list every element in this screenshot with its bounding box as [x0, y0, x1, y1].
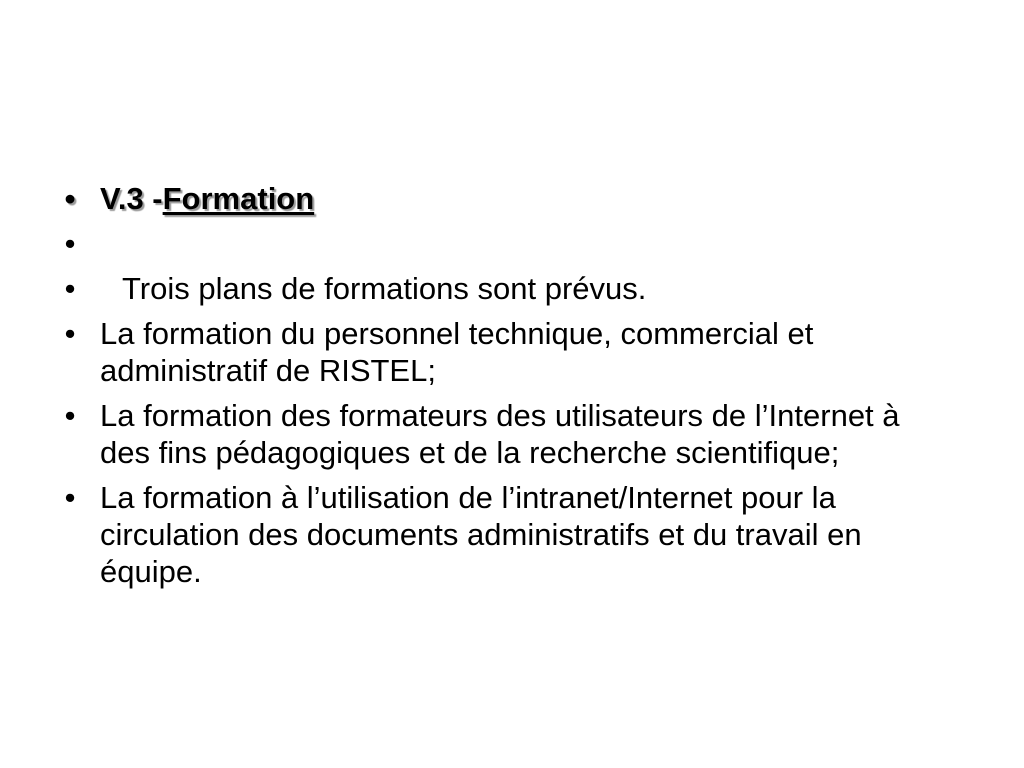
section-heading-prefix: V.3 -	[100, 181, 163, 216]
bullet-text: Trois plans de formations sont prévus.	[122, 271, 647, 306]
bullet-text: La formation à l’utilisation de l’intranet/Internet pour la circulation des documents administratifs et du travail en équipe.	[100, 480, 862, 589]
bullet-item-empty	[58, 225, 958, 262]
bullet-marker: •	[64, 181, 76, 216]
bullet-list	[58, 180, 958, 598]
bullet-item-intranet-training	[58, 479, 958, 590]
bullet-text: La formation du personnel technique, commercial et administratif de RISTEL;	[100, 316, 814, 388]
bullet-item-intro	[58, 270, 958, 307]
section-heading	[58, 180, 958, 217]
bullet-text: La formation des formateurs des utilisateurs de l’Internet à des fins pédagogiques et de la recherche scientifique;	[100, 398, 900, 470]
bullet-marker: •	[64, 226, 76, 261]
bullet-marker: •	[64, 271, 76, 306]
bullet-marker: •	[64, 480, 76, 515]
section-heading-title: Formation	[162, 181, 315, 216]
bullet-item-staff-training	[58, 315, 958, 389]
bullet-marker: •	[64, 398, 76, 433]
bullet-marker: •	[64, 316, 76, 351]
bullet-item-trainers-training	[58, 397, 958, 471]
bullet-text	[100, 226, 109, 261]
